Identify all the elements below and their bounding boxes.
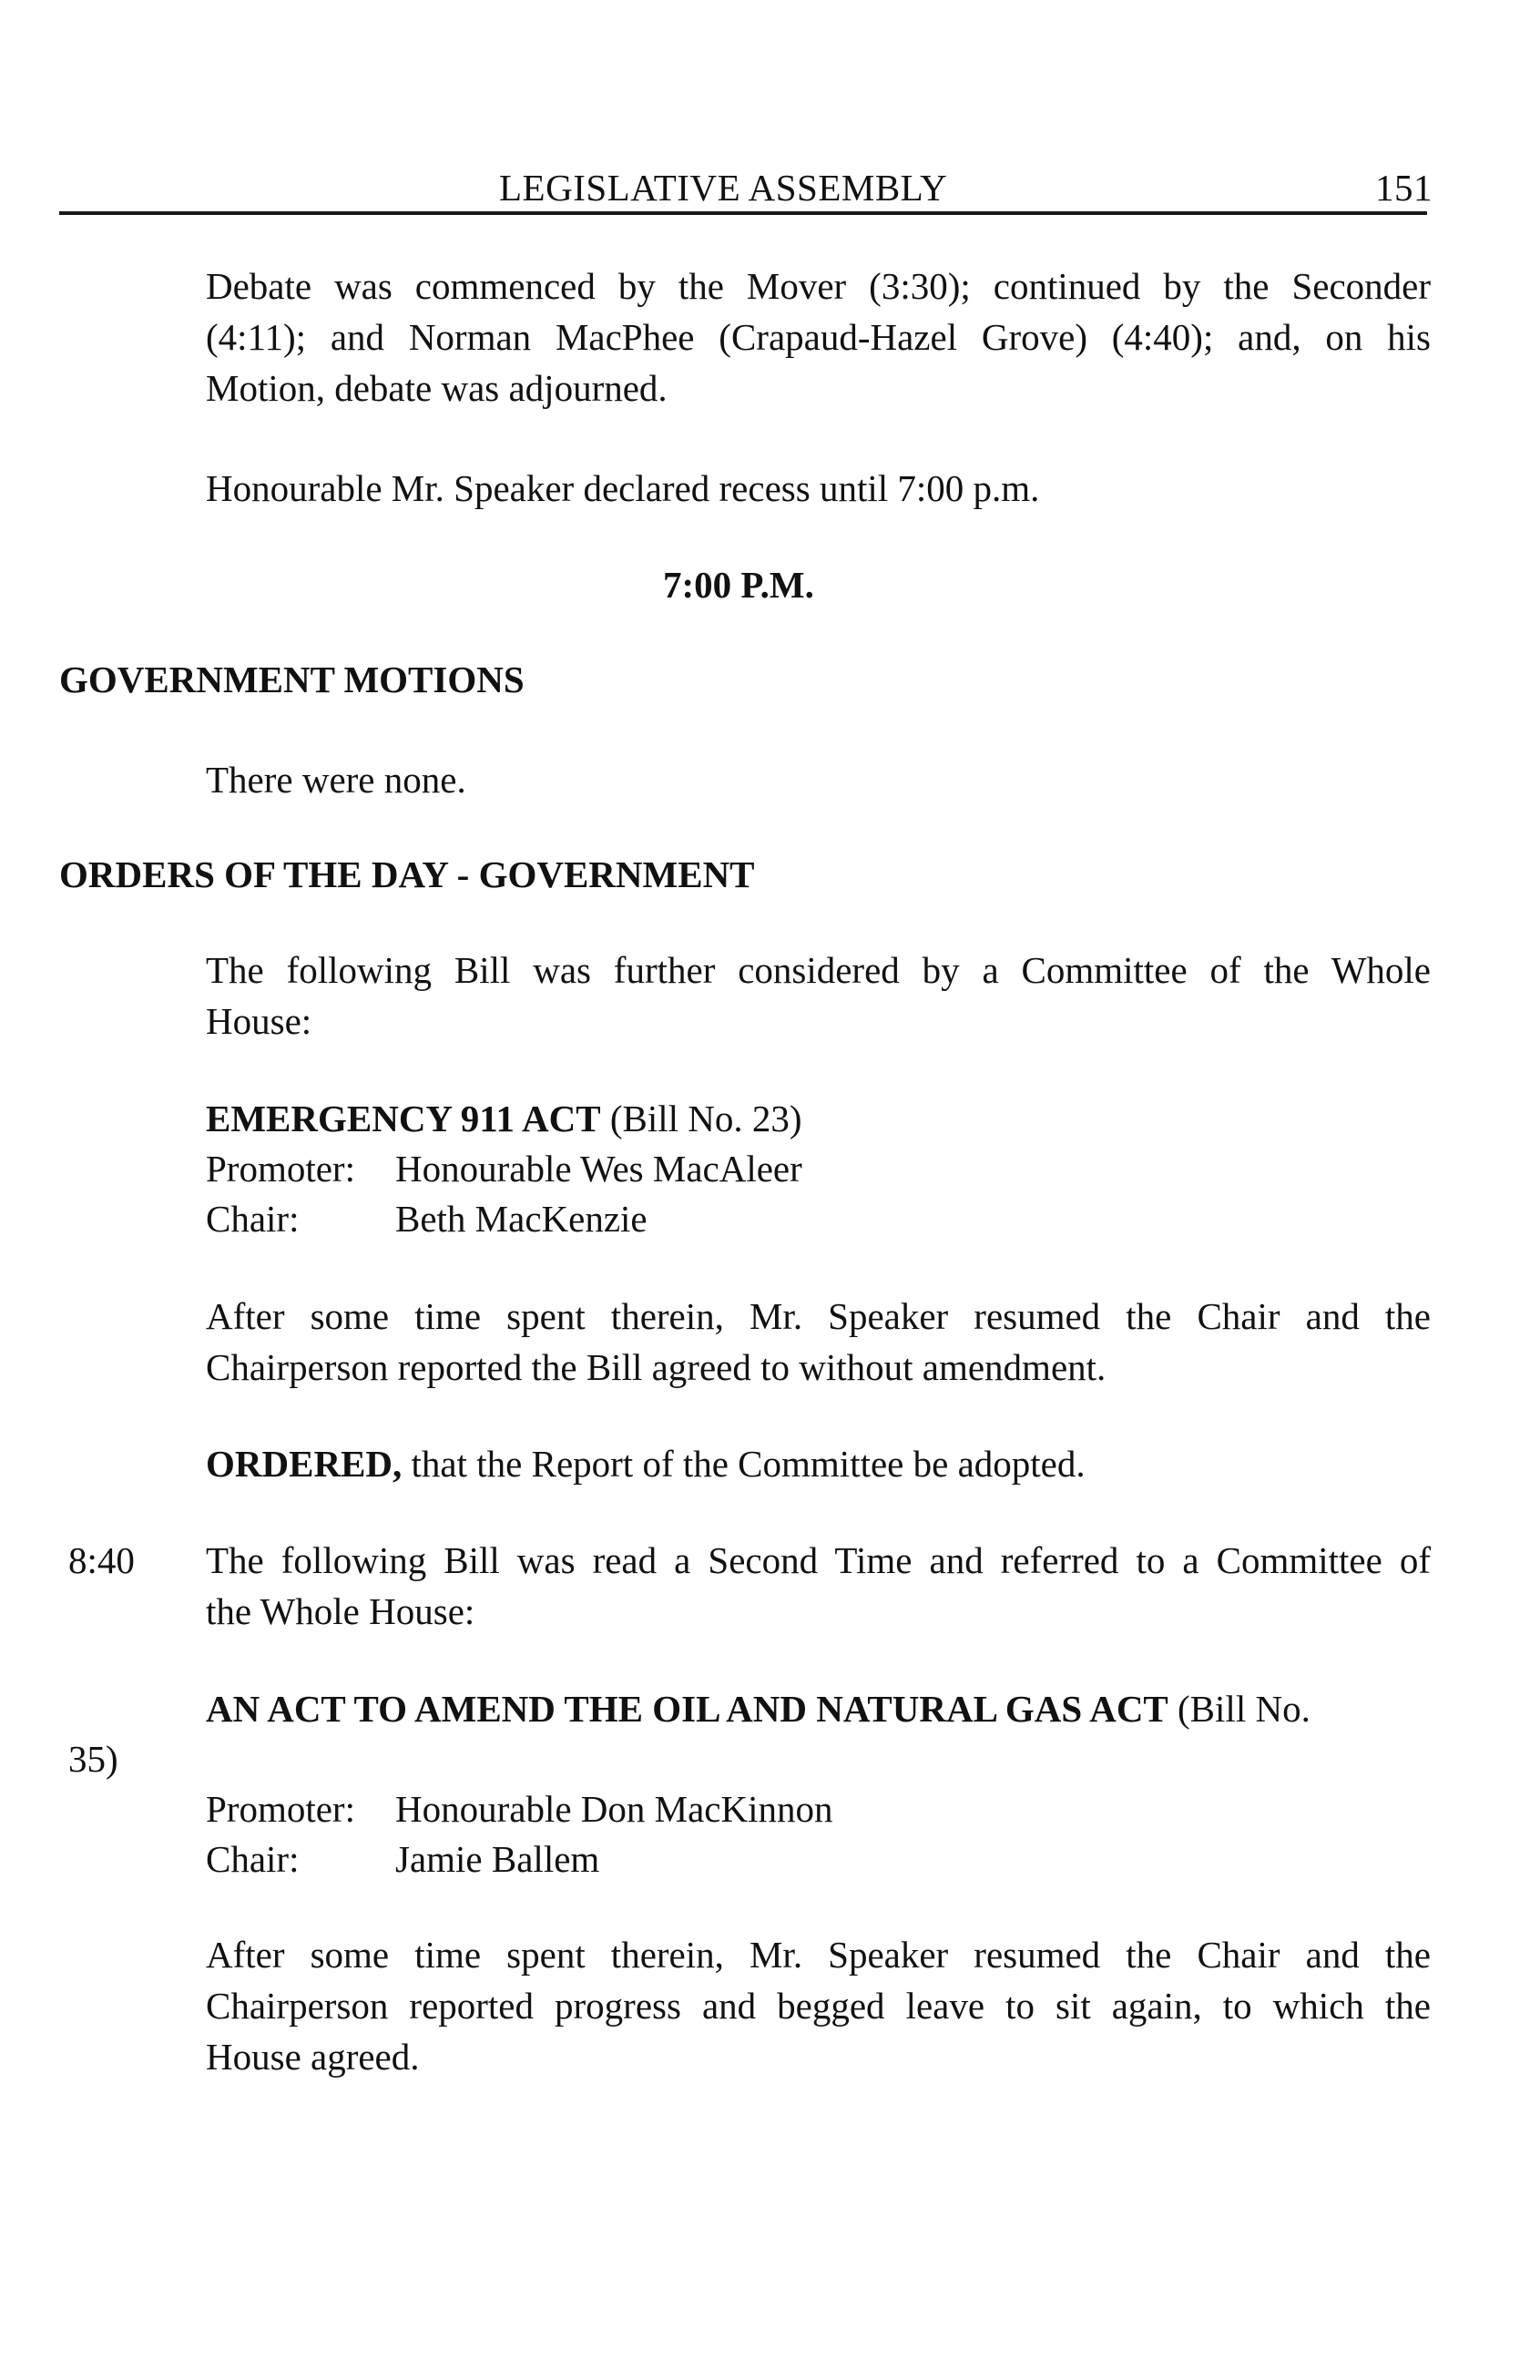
paragraph-line: the Whole House: [206,1590,475,1632]
paragraph-line: Chairperson reported progress and begged leave to sit again, to which the [206,1985,1431,2027]
ordered-statement [206,1438,1086,1489]
bill-chair-line [206,1834,599,1885]
promoter-name: Honourable Don MacKinnon [395,1788,833,1830]
paragraph-line: Chairperson reported the Bill agreed to without amendment. [206,1346,1107,1388]
promoter-label: Promoter: [206,1148,355,1190]
session-time-heading: 7:00 P.M. [663,564,814,606]
paragraph-line: House agreed. [206,2036,420,2078]
bill-number-continuation: 35) [68,1738,118,1780]
ordered-label: ORDERED, [206,1443,403,1485]
government-motions-text: There were none. [206,759,466,801]
debate-paragraph [206,260,1431,414]
recess-statement: Honourable Mr. Speaker declared recess until 7:00 p.m. [206,467,1040,509]
section-heading-government-motions: GOVERNMENT MOTIONS [59,659,525,700]
second-reading-paragraph [206,1535,1431,1637]
time-marker: 8:40 [68,1539,135,1581]
bill-title: EMERGENCY 911 ACT [206,1098,601,1139]
paragraph-line: The following Bill was read a Second Time and referred to a Committee of [206,1539,1431,1581]
bill-title-line [206,1683,1311,1734]
bill-result-paragraph [206,1929,1431,2082]
bill-title: AN ACT TO AMEND THE OIL AND NATURAL GAS ACT [206,1688,1168,1730]
promoter-name: Honourable Wes MacAleer [395,1148,802,1190]
page-number: 151 [1375,167,1433,209]
bill-result-paragraph [206,1291,1431,1393]
orders-intro-paragraph [206,945,1431,1047]
ordered-text: that the Report of the Committee be adopted. [411,1443,1086,1485]
paragraph-line: House: [206,1000,312,1042]
chair-label: Chair: [206,1838,300,1880]
bill-promoter-line [206,1143,802,1194]
chair-name: Beth MacKenzie [395,1198,648,1240]
header-rule [59,211,1427,215]
chair-name: Jamie Ballem [395,1838,600,1880]
bill-number: (Bill No. 23) [609,1098,802,1139]
paragraph-line: After some time spent therein, Mr. Speaker resumed the Chair and the [206,1295,1431,1337]
promoter-label: Promoter: [206,1788,355,1830]
paragraph-line: The following Bill was further considered by a Committee of the Whole [206,949,1431,991]
bill-chair-line [206,1193,648,1244]
chair-label: Chair: [206,1198,300,1240]
bill-number: (Bill No. [1178,1688,1311,1730]
paragraph-line: Debate was commenced by the Mover (3:30); continued by the Seconder [206,265,1431,307]
bill-promoter-line [206,1783,833,1834]
section-heading-orders-of-the-day: ORDERS OF THE DAY - GOVERNMENT [59,853,755,895]
paragraph-line: After some time spent therein, Mr. Speaker resumed the Chair and the [206,1934,1431,1976]
paragraph-line: (4:11); and Norman MacPhee (Crapaud-Hazel Grove) (4:40); and, on his [206,316,1431,358]
paragraph-line: Motion, debate was adjourned. [206,367,668,409]
bill-title-line [206,1093,802,1144]
running-header-title: LEGISLATIVE ASSEMBLY [499,167,948,209]
